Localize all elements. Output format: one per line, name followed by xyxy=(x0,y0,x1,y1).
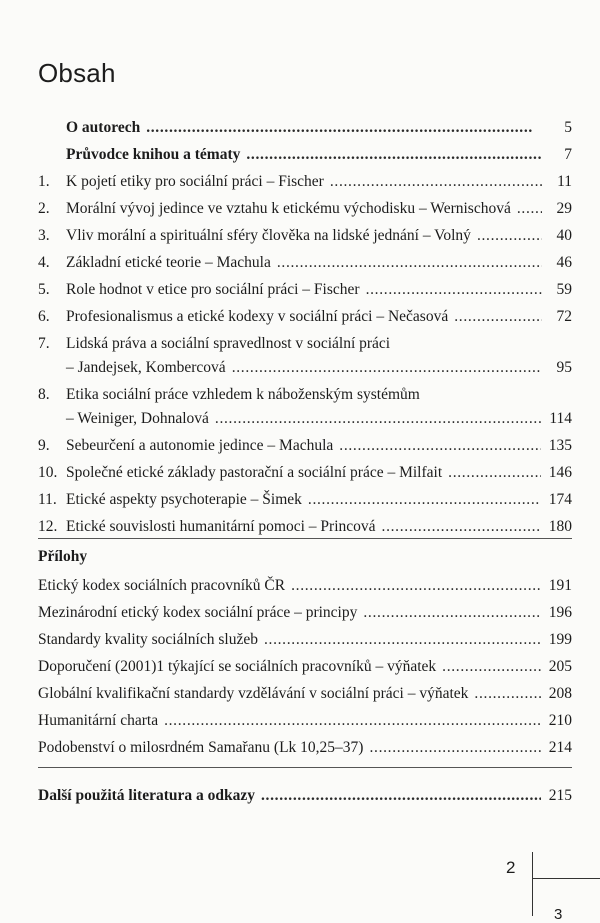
entry-page-number: 199 xyxy=(548,631,572,648)
entry-page-number: 135 xyxy=(548,437,572,454)
entry-page-number: 196 xyxy=(548,604,572,621)
dot-leader xyxy=(382,517,541,537)
entry-page-number: 174 xyxy=(548,491,572,508)
entry-title: Role hodnot v etice pro sociální práci – Fischer xyxy=(66,281,360,298)
entry-title: Základní etické teorie – Machula xyxy=(66,254,271,271)
entry-page-number: 114 xyxy=(549,410,572,427)
entry-page-number: 29 xyxy=(556,200,572,217)
entry-title: O autorech xyxy=(66,119,141,136)
dot-leader xyxy=(277,253,542,273)
entry-title: Etika sociální práce vzhledem k náboženským systémům xyxy=(66,386,420,403)
dot-leader xyxy=(369,738,540,758)
next-page-number: 3 xyxy=(554,906,563,923)
entry-title: Vliv morální a spirituální sféry člověka na lidské jednání – Volný xyxy=(66,227,471,244)
dot-leader xyxy=(232,358,542,378)
dot-leader xyxy=(442,657,541,677)
dot-leader xyxy=(164,711,541,731)
entry-page-number: 205 xyxy=(548,658,572,675)
dot-leader xyxy=(291,576,541,596)
entry-title: Další použitá literatura a odkazy xyxy=(38,787,255,804)
entry-number: 10. xyxy=(38,464,58,481)
entry-number: 8. xyxy=(38,386,50,403)
dot-leader xyxy=(330,172,542,192)
appendix-heading: Přílohy xyxy=(38,548,88,565)
entry-number: 12. xyxy=(38,518,58,535)
entry-page-number: 40 xyxy=(556,227,572,244)
folio-rule-vertical xyxy=(532,852,533,916)
entry-title: Podobenství o milosrdném Samařanu (Lk 10,25–37) xyxy=(38,739,364,756)
page-number: 2 xyxy=(506,858,516,877)
entry-number: 4. xyxy=(38,254,50,271)
entry-number: 2. xyxy=(38,200,50,217)
entry-title: – Jandejsek, Kombercová xyxy=(66,359,226,376)
entry-title: Mezinárodní etický kodex sociální práce – principy xyxy=(38,604,358,621)
entry-page-number: 180 xyxy=(548,518,572,535)
entry-number: 5. xyxy=(38,281,50,298)
entry-number: 6. xyxy=(38,308,50,325)
dot-leader xyxy=(215,409,541,429)
entry-title: Průvodce knihou a tématy xyxy=(66,146,241,163)
entry-title: Standardy kvality sociálních služeb xyxy=(38,631,258,648)
appendix-divider xyxy=(38,538,572,539)
entry-title: Morální vývoj jedince ve vztahu k etickému východisku – Wernischová xyxy=(66,200,511,217)
entry-title: Společné etické základy pastorační a sociální práce – Milfait xyxy=(66,464,443,481)
entry-number: 11. xyxy=(38,491,57,508)
dot-leader xyxy=(366,280,542,300)
entry-page-number: 95 xyxy=(556,359,572,376)
entry-title: Etické souvislosti humanitární pomoci – Princová xyxy=(66,518,376,535)
entry-title: Sebeurčení a autonomie jedince – Machula xyxy=(66,437,334,454)
entry-title: Doporučení (2001)1 týkající se sociálních pracovníků – výňatek xyxy=(38,658,437,675)
entry-page-number: 5 xyxy=(564,119,572,136)
dot-leader xyxy=(517,199,542,219)
dot-leader xyxy=(363,603,540,623)
entry-number: 9. xyxy=(38,437,50,454)
dot-leader xyxy=(454,307,542,327)
entry-page-number: 59 xyxy=(556,281,572,298)
entry-title: Humanitární charta xyxy=(38,712,159,729)
entry-page-number: 72 xyxy=(556,308,572,325)
page-title: Obsah xyxy=(38,58,116,88)
dot-leader xyxy=(477,226,542,246)
entry-title: Lidská práva a sociální spravedlnost v sociální práci xyxy=(66,335,391,352)
entry-page-number: 214 xyxy=(548,739,572,756)
dot-leader xyxy=(264,630,541,650)
entry-title: K pojetí etiky pro sociální práci – Fischer xyxy=(66,173,324,190)
entry-page-number: 7 xyxy=(564,146,572,163)
entry-number: 1. xyxy=(38,173,50,190)
entry-page-number: 210 xyxy=(548,712,572,729)
entry-title: Globální kvalifikační standardy vzdělávání v sociální práci – výňatek xyxy=(38,685,469,702)
entry-page-number: 191 xyxy=(548,577,572,594)
entry-page-number: 208 xyxy=(548,685,572,702)
entry-title: Profesionalismus a etické kodexy v sociální práci – Nečasová xyxy=(66,308,449,325)
entry-title: – Weiniger, Dohnalová xyxy=(66,410,209,427)
dot-leader xyxy=(339,436,540,456)
dot-leader xyxy=(246,145,542,165)
entry-page-number: 146 xyxy=(548,464,572,481)
entry-page-number: 11 xyxy=(557,173,572,190)
dot-leader xyxy=(308,490,541,510)
dot-leader xyxy=(474,684,540,704)
entry-page-number: 46 xyxy=(556,254,572,271)
entry-title: Etický kodex sociálních pracovníků ČR xyxy=(38,577,286,594)
folio-rule-horizontal xyxy=(532,878,600,879)
entry-page-number: 215 xyxy=(548,787,572,804)
final-divider xyxy=(38,767,572,768)
entry-number: 7. xyxy=(38,335,50,352)
entry-number: 3. xyxy=(38,227,50,244)
dot-leader xyxy=(261,786,541,806)
entry-title: Etické aspekty psychoterapie – Šimek xyxy=(66,491,302,508)
dot-leader xyxy=(146,118,542,138)
dot-leader xyxy=(448,463,541,483)
